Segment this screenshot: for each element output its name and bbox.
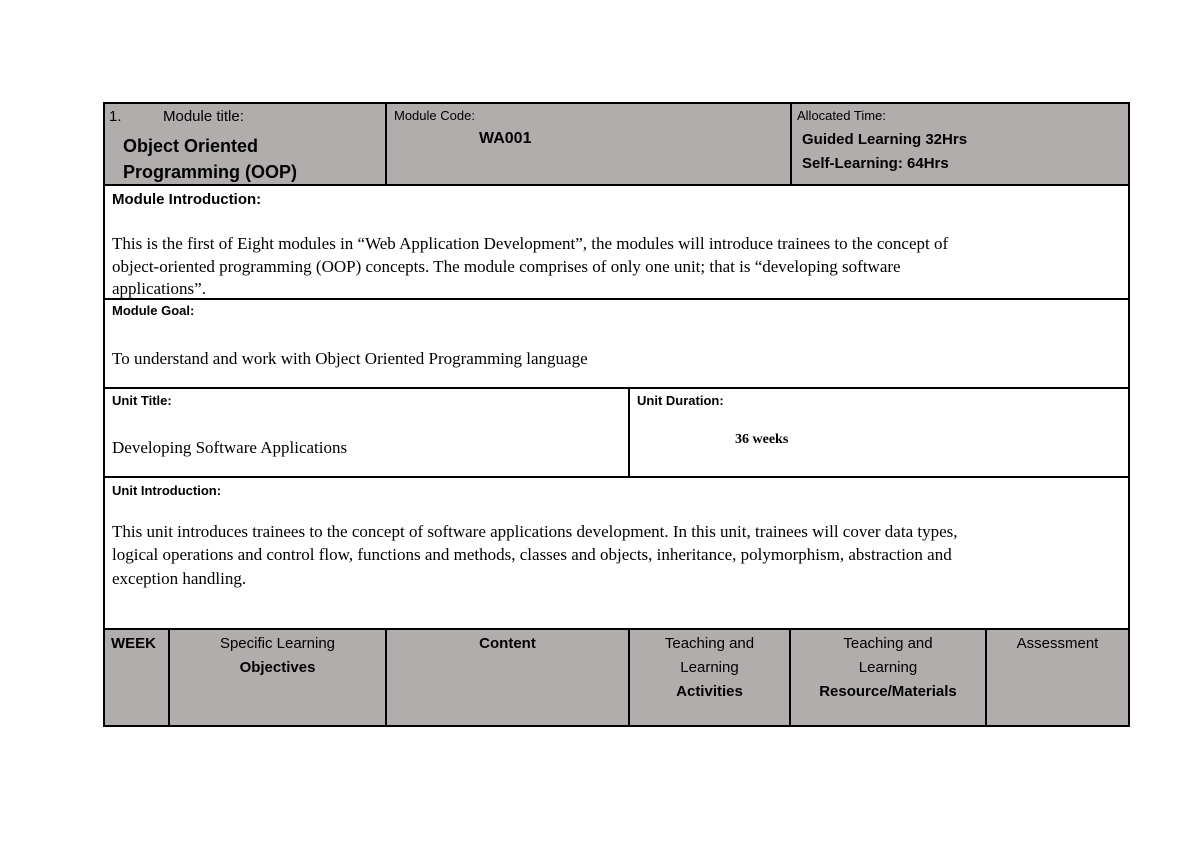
objectives-header-line1: Specific Learning — [219, 635, 336, 652]
module-document — [103, 102, 1130, 727]
module-introduction-line3: applications”. — [112, 279, 206, 298]
unit-title-label: Unit Title: — [112, 393, 172, 408]
module-code-cell — [387, 104, 792, 184]
module-title-label: Module title: — [163, 108, 244, 125]
unit-duration-label: Unit Duration: — [637, 393, 724, 408]
allocated-time-cell — [792, 104, 1128, 184]
activities-header-line1: Teaching and — [664, 635, 755, 652]
week-header: WEEK — [111, 635, 156, 652]
module-goal-row — [105, 300, 1128, 389]
module-code-label: Module Code: — [394, 108, 475, 123]
module-title-number: 1. — [109, 108, 122, 125]
unit-title-value: Developing Software Applications — [112, 438, 348, 457]
unit-introduction-line2: logical operations and control flow, functions and methods, classes and objects, inheritance, polymorphism, abstraction and — [112, 545, 952, 564]
unit-introduction-line3: exception handling. — [112, 569, 247, 588]
module-introduction-label: Module Introduction: — [112, 191, 262, 208]
unit-duration-value: 36 weeks — [735, 432, 789, 447]
module-code-value: WA001 — [479, 130, 532, 147]
unit-introduction-row — [105, 478, 1128, 630]
module-goal-label: Module Goal: — [112, 303, 195, 318]
objectives-header-line2: Objectives — [239, 659, 316, 676]
module-title-cell — [105, 104, 387, 184]
self-learning-hours: Self-Learning: 64Hrs — [802, 155, 949, 172]
resources-header-line3: Resource/Materials — [819, 683, 957, 700]
unit-row — [105, 389, 1128, 478]
content-header-cell — [387, 630, 630, 725]
week-header-cell — [105, 630, 170, 725]
unit-title-cell — [105, 389, 630, 476]
assessment-header: Assessment — [1016, 635, 1099, 652]
allocated-time-label: Allocated Time: — [797, 108, 886, 123]
unit-introduction-line1: This unit introduces trainees to the concept of software applications development. In this unit, trainees will cover data types, — [112, 522, 958, 541]
module-introduction-line2: object-oriented programming (OOP) concepts. The module comprises of only one unit; that is “developing software — [112, 257, 901, 276]
assessment-header-cell — [987, 630, 1128, 725]
module-introduction-line1: This is the first of Eight modules in “Web Application Development”, the modules will introduce trainees to the concept of — [112, 234, 949, 253]
module-title-line1: Object Oriented — [123, 136, 259, 156]
activities-header-cell — [630, 630, 791, 725]
activities-header-line3: Activities — [676, 683, 743, 700]
resources-header-cell — [791, 630, 987, 725]
module-header-row — [105, 104, 1128, 186]
unit-introduction-label: Unit Introduction: — [112, 483, 222, 498]
guided-learning-hours: Guided Learning 32Hrs — [802, 131, 968, 148]
module-title-line2: Programming (OOP) — [123, 162, 298, 182]
module-introduction-row — [105, 186, 1128, 300]
table-header-row — [105, 630, 1128, 725]
objectives-header-cell — [170, 630, 387, 725]
activities-header-line2: Learning — [680, 659, 739, 676]
module-goal-text: To understand and work with Object Oriented Programming language — [112, 349, 588, 368]
content-header: Content — [479, 635, 536, 652]
resources-header-line1: Teaching and — [843, 635, 933, 652]
resources-header-line2: Learning — [858, 659, 918, 676]
unit-duration-cell — [630, 389, 1128, 476]
